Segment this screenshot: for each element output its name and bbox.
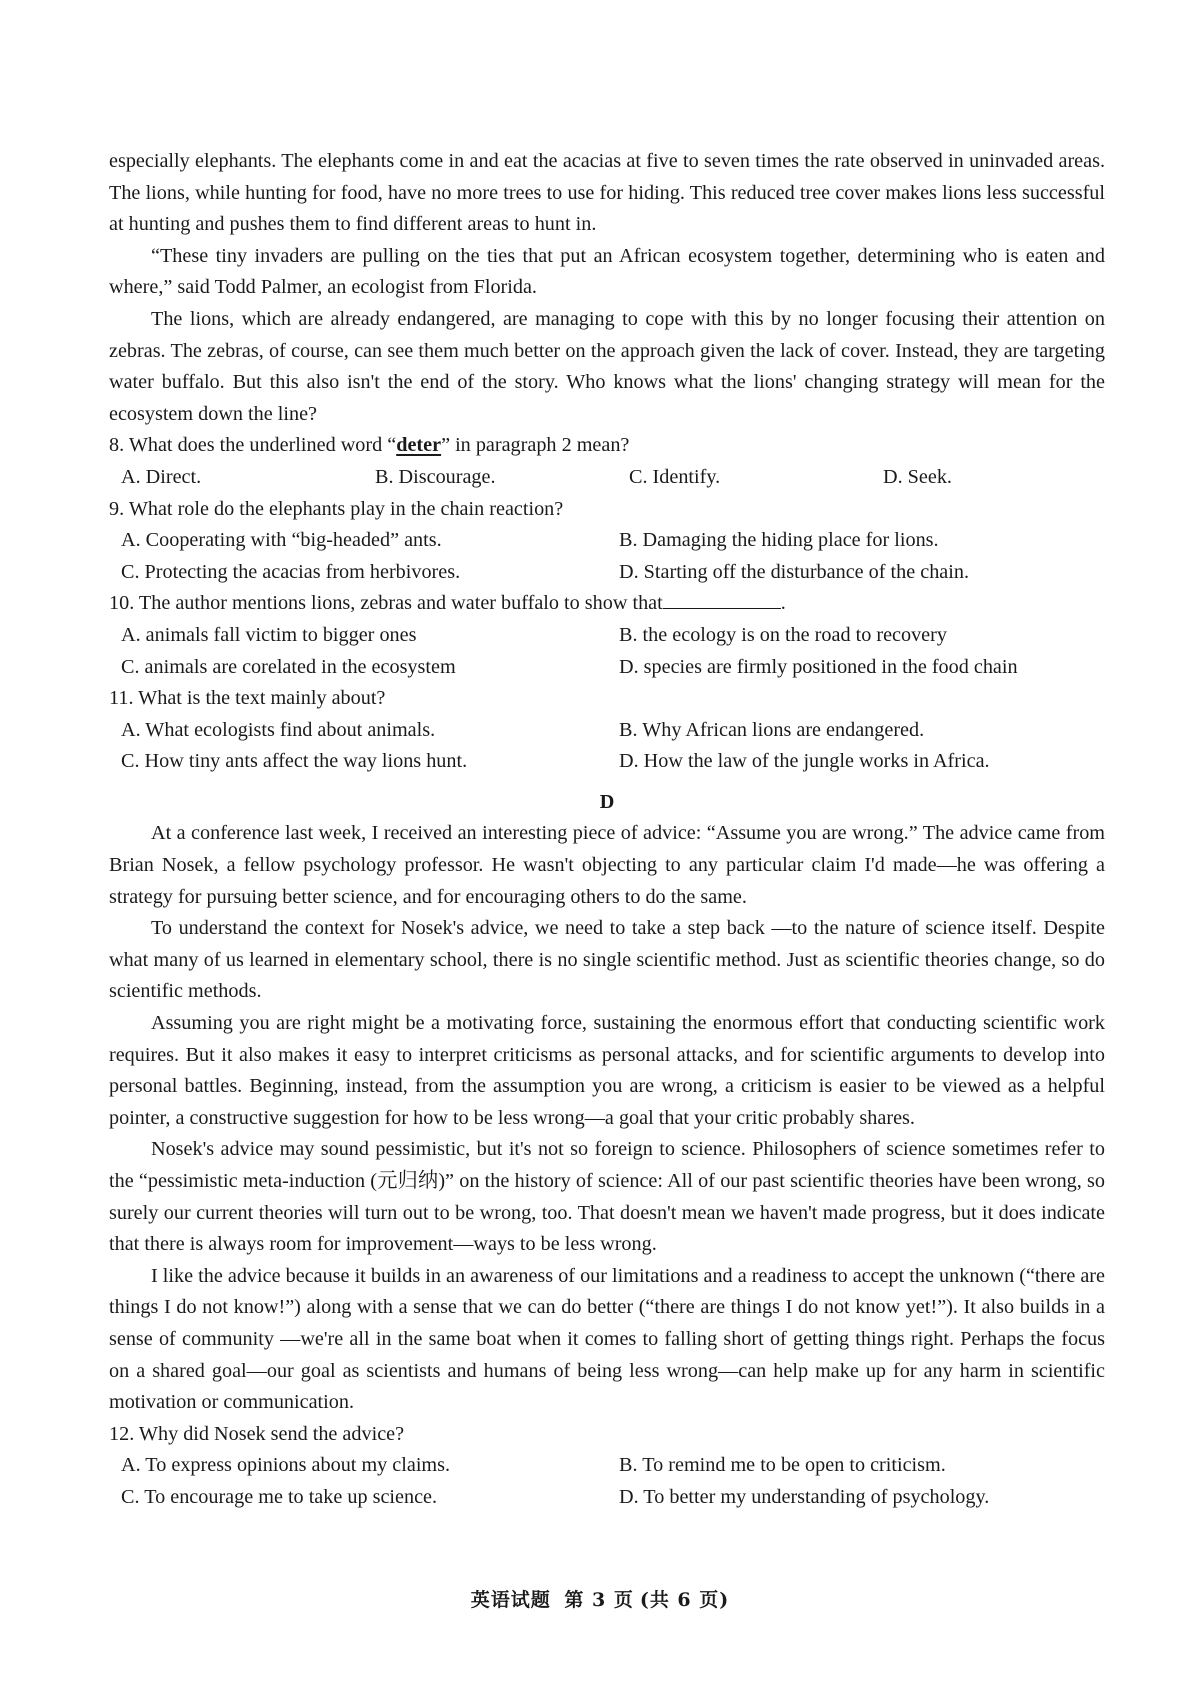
passage-d-paragraph: At a conference last week, I received an interesting piece of advice: “Assume you are wrong.” The advice came from Brian Nosek, a fellow psychology professor. He wasn't objecting to any particular claim I'd made—he was offering a strategy for pursuing better science, and for encouraging others to do the same. (109, 822, 1105, 908)
option-b[interactable]: B. Discourage. (375, 465, 496, 488)
option-b[interactable]: B. Damaging the hiding place for lions. (619, 529, 939, 552)
answer-blank (663, 591, 781, 609)
question-12 (109, 1419, 1105, 1514)
option-a[interactable]: A. animals fall victim to bigger ones (121, 623, 417, 646)
question-11 (109, 683, 1105, 778)
option-b[interactable]: B. the ecology is on the road to recovery (619, 623, 947, 646)
option-d[interactable]: D. How the law of the jungle works in Africa. (619, 750, 990, 773)
option-c[interactable]: C. Identify. (629, 465, 721, 488)
option-d[interactable]: D. Seek. (883, 465, 952, 488)
exam-page (109, 146, 1105, 1514)
option-d[interactable]: D. Starting off the disturbance of the chain. (619, 560, 970, 583)
passage-d-paragraph: Nosek's advice may sound pessimistic, but it's not so foreign to science. Philosophers of science sometimes refer to the “pessimistic meta-induction (元归纳)” on the history of science: All of our past scientific theories have been wrong, so surely our current theories will turn out to be wrong, too. That doesn't mean we haven't made progress, but it does indicate that there is always room for improvement—ways to be less wrong. (109, 1138, 1105, 1256)
question-stem: 12. Why did Nosek send the advice? (109, 1422, 405, 1445)
answer-options (109, 1450, 1105, 1482)
footer-subject: 英语试题 (470, 1589, 551, 1611)
option-c[interactable]: C. How tiny ants affect the way lions hunt. (121, 750, 468, 773)
option-c[interactable]: C. animals are corelated in the ecosystem (121, 655, 456, 678)
question-stem: 11. What is the text mainly about? (109, 687, 386, 710)
option-a[interactable]: A. To express opinions about my claims. (121, 1454, 451, 1477)
option-b[interactable]: B. Why African lions are endangered. (619, 718, 925, 741)
answer-options (109, 525, 1105, 557)
option-c[interactable]: C. Protecting the acacias from herbivores. (121, 560, 461, 583)
option-a[interactable]: A. Cooperating with “big-headed” ants. (121, 529, 442, 552)
question-stem: 9. What role do the elephants play in the chain reaction? (109, 497, 564, 520)
option-d[interactable]: D. To better my understanding of psychology. (619, 1485, 990, 1508)
question-9 (109, 494, 1105, 589)
passage-d-paragraph: Assuming you are right might be a motivating force, sustaining the enormous effort that conducting scientific work requires. But it also makes it easy to interpret criticisms as personal attacks, and for scientific arguments to develop into personal battles. Beginning, instead, from the assumption you are wrong, a criticism is easier to be viewed as a helpful pointer, a constructive suggestion for how to be less wrong—a goal that your critic probably shares. (109, 1012, 1105, 1129)
passage-c-paragraph: The lions, which are already endangered, are managing to cope with this by no longer focusing their attention on zebras. The zebras, of course, can see them much better on the approach given the lack of cover. Instead, they are targeting water buffalo. But this also isn't the end of the story. Who knows what the lions' changing strategy will mean for the ecosystem down the line? (109, 307, 1105, 425)
question-10 (109, 588, 1105, 683)
question-8 (109, 430, 1105, 493)
answer-options (109, 557, 1105, 589)
answer-options (109, 715, 1105, 747)
passage-c-paragraph: especially elephants. The elephants come in and eat the acacias at five to seven times the rate observed in uninvaded areas. The lions, while hunting for food, have no more trees to use for hiding. This reduced tree cover makes lions less successful at hunting and pushes them to find different areas to hunt in. (109, 150, 1105, 236)
answer-options (109, 652, 1105, 684)
option-b[interactable]: B. To remind me to be open to criticism. (619, 1454, 946, 1477)
passage-c-paragraph: “These tiny invaders are pulling on the ties that put an African ecosystem together, determining who is eaten and where,” said Todd Palmer, an ecologist from Florida. (109, 244, 1105, 299)
option-a[interactable]: A. Direct. (121, 465, 202, 488)
passage-d-paragraph: To understand the context for Nosek's advice, we need to take a step back —to the nature of science itself. Despite what many of us learned in elementary school, there is no single scientific method. Just as scientific theories change, so do scientific methods. (109, 917, 1105, 1003)
option-d[interactable]: D. species are firmly positioned in the food chain (619, 655, 1018, 678)
question-stem: 10. The author mentions lions, zebras and water buffalo to show that . (109, 592, 786, 615)
section-heading: D (599, 790, 615, 813)
underlined-word: deter (396, 434, 442, 457)
option-a[interactable]: A. What ecologists find about animals. (121, 718, 436, 741)
answer-options (109, 1482, 1105, 1514)
answer-options (109, 620, 1105, 652)
passage-d-paragraph: I like the advice because it builds in an awareness of our limitations and a readiness to accept the unknown (“there are things I do not know!”) along with a sense that we can do better (“there are things I do not know yet!”). It also builds in a sense of community —we're all in the same boat when it comes to falling short of getting things right. Perhaps the focus on a shared goal—our goal as scientists and humans of being less wrong—can help make up for any harm in scientific motivation or communication. (109, 1264, 1105, 1414)
footer-page-number: 第 3 页 (564, 1589, 634, 1611)
answer-options (109, 746, 1105, 778)
page-footer (0, 1585, 1200, 1612)
option-c[interactable]: C. To encourage me to take up science. (121, 1485, 438, 1508)
question-stem: 8. What does the underlined word “deter” in paragraph 2 mean? (109, 434, 630, 457)
footer-total-pages: (共 6 页) (639, 1589, 730, 1611)
answer-options (109, 462, 1105, 494)
